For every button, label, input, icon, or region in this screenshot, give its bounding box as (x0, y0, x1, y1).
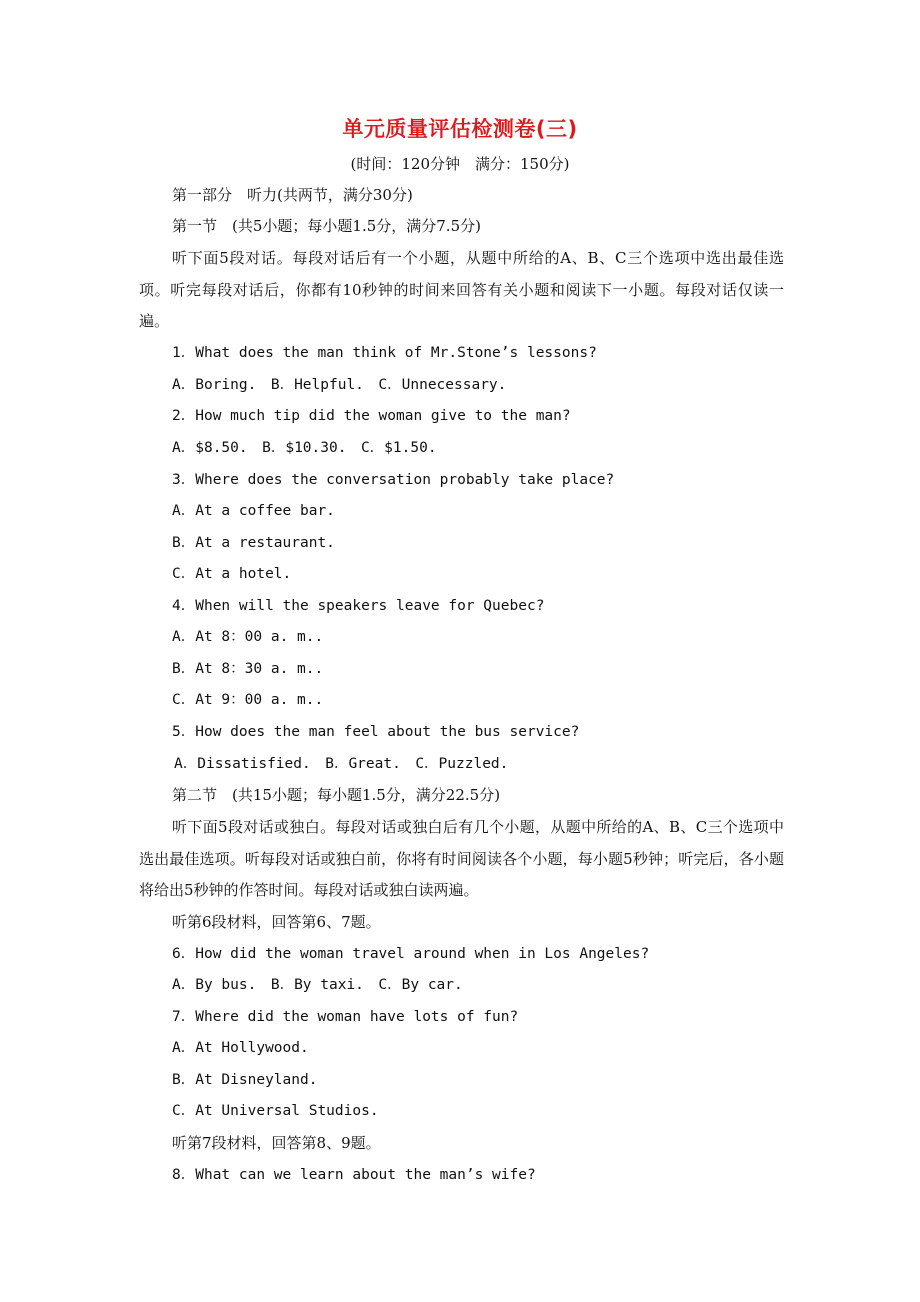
material-6-heading: 听第6段材料，回答第6、7题。 (172, 913, 381, 931)
question-7-option-b: B．At Disneyland. (172, 1072, 318, 1088)
question-2-options: A．$8.50. B．$10.30. C．$1.50. (172, 440, 437, 456)
question-4-option-c: C．At 9：00 a. m.. (172, 692, 324, 708)
question-6: 6．How did the woman travel around when in Los Angeles? (172, 946, 650, 962)
question-3-option-b: B．At a restaurant. (172, 535, 335, 551)
question-2: 2．How much tip did the woman give to the man? (172, 408, 571, 424)
question-7-option-c: C．At Universal Studios. (172, 1103, 379, 1119)
question-7-option-a: A．At Hollywood. (172, 1040, 309, 1056)
material-7-heading: 听第7段材料，回答第8、9题。 (172, 1134, 381, 1152)
question-4-option-b: B．At 8：30 a. m.. (172, 661, 324, 677)
question-5: 5．How does the man feel about the bus service? (172, 724, 580, 740)
exam-time-score: (时间：120分钟 满分：150分) (350, 155, 570, 173)
question-1: 1．What does the man think of Mr.Stone’s lessons? (172, 345, 597, 361)
question-8: 8．What can we learn about the man’s wife? (172, 1167, 536, 1183)
question-7: 7．Where did the woman have lots of fun? (172, 1009, 519, 1025)
section1-instructions: 听下面5段对话。每段对话后有一个小题，从题中所给的A、B、C三个选项中选出最佳选项。听完每段对话后，你都有10秒钟的时间来回答有关小题和阅读下一小题。每段对话仅读一遍。 (139, 249, 784, 330)
section1-heading: 第一节 (共5小题；每小题1.5分，满分7.5分) (172, 217, 481, 235)
question-1-options: A．Boring. B．Helpful. C．Unnecessary. (172, 377, 507, 393)
question-3-option-c: C．At a hotel. (172, 566, 292, 582)
question-5-options: A．Dissatisfied. B．Great. C．Puzzled. (174, 756, 509, 772)
question-4-option-a: A．At 8：00 a. m.. (172, 629, 324, 645)
section2-heading: 第二节 (共15小题；每小题1.5分，满分22.5分) (172, 786, 501, 804)
question-3-option-a: A．At a coffee bar. (172, 503, 335, 519)
section2-instructions: 听下面5段对话或独白。每段对话或独白后有几个小题，从题中所给的A、B、C三个选项中选出最佳选项。听每段对话或独白前，你将有时间阅读各个小题，每小题5秒钟；听完后，各小题将给出5秒钟的作答时间。每段对话或独白读两遍。 (139, 818, 784, 899)
question-4: 4．When will the speakers leave for Quebec? (172, 598, 545, 614)
page-title: 单元质量评估检测卷(三) (342, 117, 578, 141)
question-3: 3．Where does the conversation probably take place? (172, 472, 615, 488)
question-6-options: A．By bus. B．By taxi. C．By car. (172, 977, 463, 993)
part1-heading: 第一部分 听力(共两节，满分30分) (172, 186, 413, 204)
